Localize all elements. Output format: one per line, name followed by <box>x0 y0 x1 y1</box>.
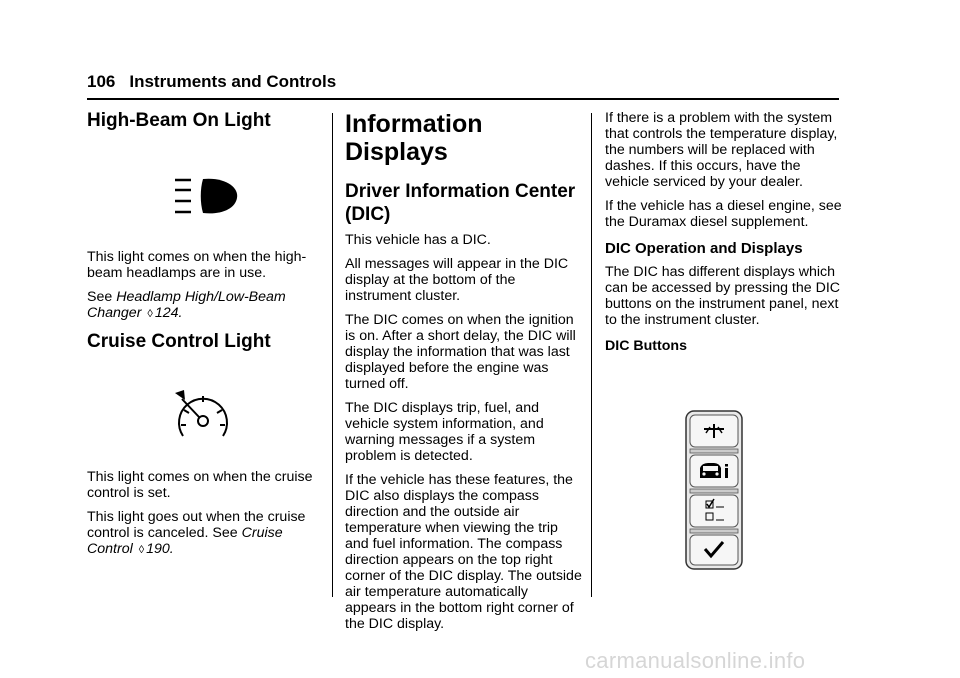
cruise-heading: Cruise Control Light <box>87 331 271 352</box>
dic-paragraph-2: All messages will appear in the DIC display at the bottom of the instrument cluster. <box>345 256 569 304</box>
headlamp-changer-link[interactable]: Headlamp High/Low-Beam Changer <box>87 289 286 321</box>
column-divider-1 <box>332 113 333 597</box>
see-prefix: See <box>87 289 113 305</box>
dic-operation-text: The DIC has different displays which can be accessed by pressing the DIC buttons on the instrument panel, next to the instrument cluster. <box>605 264 841 328</box>
dic-buttons-illustration <box>684 410 744 570</box>
dic-paragraph-5: If the vehicle has these features, the DIC also displays the compass direction and the outside air temperature when viewing the trip and fuel information. The compass direction appears on the top right corner of the DIC display. The outside air temperature automatically appears in the bottom right corner of the DIC display. <box>345 472 582 632</box>
dic-heading: Driver Information Center (DIC) <box>345 181 576 225</box>
information-displays-title: Information Displays <box>345 110 483 166</box>
info-displays-column <box>345 110 583 640</box>
column-divider-2 <box>591 113 592 597</box>
dic-buttons-label: DIC Buttons <box>605 338 687 354</box>
vehicle-info-button-icon[interactable] <box>690 455 738 487</box>
select-checkmark-button-icon[interactable] <box>690 535 738 565</box>
cruise-control-link[interactable]: Cruise Control <box>87 525 283 557</box>
page-ref-arrow-icon: ◊ <box>147 308 153 320</box>
page-ref-arrow-icon: ◊ <box>138 544 145 556</box>
high-beam-indicator-icon <box>173 177 239 215</box>
high-beam-text: This light comes on when the high-beam headlamps are in use. <box>87 249 307 281</box>
dic-operation-column <box>605 110 843 362</box>
high-beam-heading: High-Beam On Light <box>87 110 271 131</box>
page-ref-124[interactable]: 124. <box>154 305 183 321</box>
trip-fuel-button-icon[interactable] <box>690 415 738 447</box>
dic-operation-heading: DIC Operation and Displays <box>605 240 803 257</box>
high-beam-see-line <box>87 289 322 322</box>
page-number: 106 <box>87 72 116 91</box>
page-ref-190[interactable]: 190. <box>146 541 174 557</box>
dic-paragraph-3: The DIC comes on when the ignition is on. After a short delay, the DIC will display the information that was last displayed before the engine was turned off. <box>345 312 576 392</box>
section-title: Instruments and Controls <box>129 72 337 91</box>
cruise-text-1: This light comes on when the cruise control is set. <box>87 469 313 501</box>
customization-button-icon[interactable] <box>690 495 738 527</box>
watermark: carmanualsonline.info <box>585 648 806 673</box>
high-beam-section <box>87 249 322 330</box>
dic-paragraph-4: The DIC displays trip, fuel, and vehicle system information, and warning messages if a system problem is detected. <box>345 400 544 464</box>
cruise-text-2-prefix: This light goes out when the cruise control is canceled. See <box>87 509 306 541</box>
header-rule <box>87 98 839 100</box>
temp-problem-paragraph: If there is a problem with the system that controls the temperature display, the numbers will be replaced with dashes. If this occurs, have the vehicle serviced by your dealer. <box>605 110 838 190</box>
cruise-control-indicator-icon <box>172 388 234 442</box>
diesel-paragraph: If the vehicle has a diesel engine, see the Duramax diesel supplement. <box>605 198 842 230</box>
cruise-text-2 <box>87 509 322 558</box>
page-header <box>87 72 336 92</box>
cruise-section <box>87 469 322 566</box>
dic-paragraph-1: This vehicle has a DIC. <box>345 232 491 248</box>
